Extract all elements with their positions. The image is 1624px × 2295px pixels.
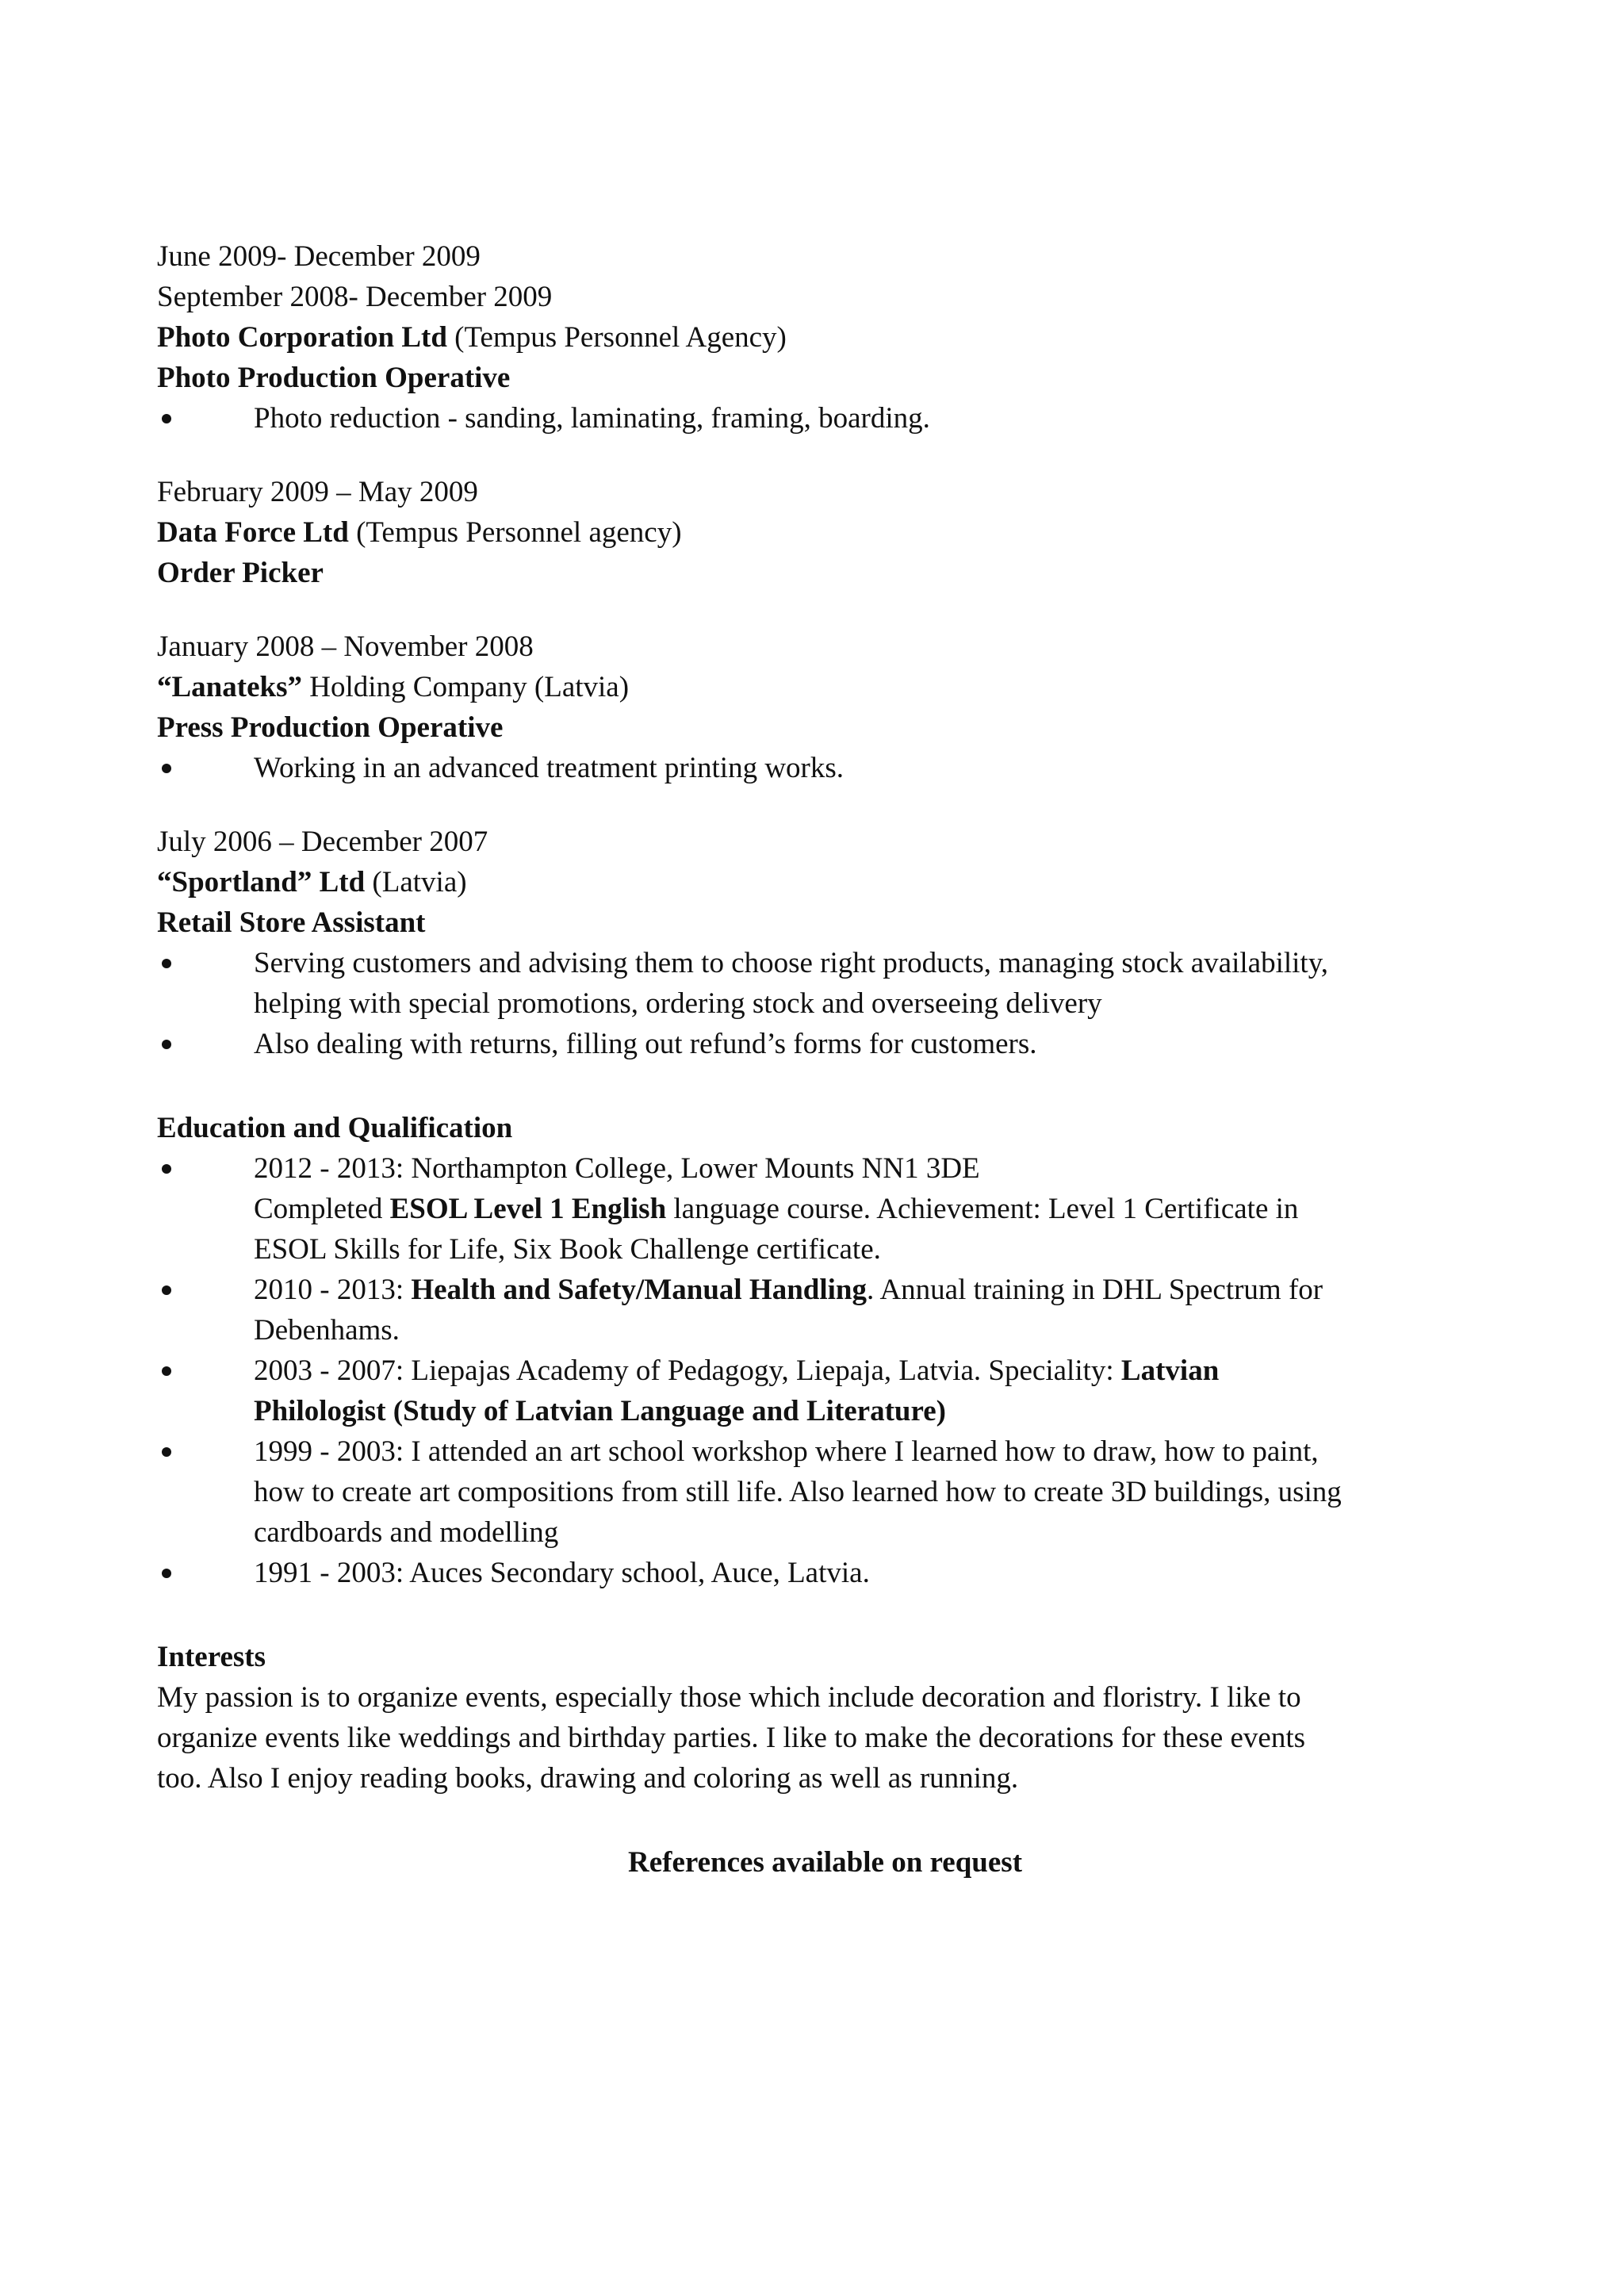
education-course: Health and Safety/Manual Handling — [411, 1274, 867, 1306]
education-text: Debenhams. — [254, 1314, 400, 1347]
job-company-note: (Tempus Personnel agency) — [348, 516, 682, 549]
job-role: Press Production Operative — [157, 711, 504, 744]
education-text: 1991 - 2003: Auces Secondary school, Auce, Latvia. — [254, 1557, 870, 1589]
education-speciality: Philologist (Study of Latvian Language and Literature) — [254, 1395, 947, 1427]
job-bullet — [157, 748, 1493, 788]
job-company-line — [157, 512, 1493, 553]
education-text — [254, 1351, 1493, 1391]
job-company-line — [157, 862, 1493, 902]
job-date: June 2009- December 2009 — [157, 240, 481, 273]
interests-heading: Interests — [157, 1641, 266, 1673]
job-bullet — [157, 1024, 1493, 1064]
job-role: Order Picker — [157, 557, 324, 589]
job-date: February 2009 – May 2009 — [157, 476, 478, 508]
job-role: Photo Production Operative — [157, 362, 511, 394]
references-note: References available on request — [627, 1846, 1023, 1879]
job-date: January 2008 – November 2008 — [157, 630, 534, 663]
bullet-text: Serving customers and advising them to choose right products, managing stock availability, — [254, 947, 1329, 979]
job-company-note: Holding Company (Latvia) — [301, 671, 630, 703]
bullet-text: Photo reduction - sanding, laminating, framing, boarding. — [254, 402, 930, 435]
interests-section — [157, 1637, 1493, 1799]
interests-text: organize events like weddings and birthday parties. I like to make the decorations for these events — [157, 1722, 1306, 1754]
job-date: September 2008- December 2009 — [157, 281, 553, 313]
education-item — [157, 1351, 1493, 1431]
education-item — [157, 1553, 1493, 1593]
job-entry — [157, 472, 1493, 593]
education-text-part: language course. Achievement: Level 1 Certificate in — [666, 1193, 1299, 1225]
education-section — [157, 1108, 1493, 1593]
job-company-line — [157, 317, 1493, 358]
job-company-note: (Latvia) — [365, 866, 467, 898]
education-speciality: Latvian — [1120, 1354, 1220, 1387]
education-text-part: 2003 - 2007: Liepajas Academy of Pedagogy, Liepaja, Latvia. Speciality: — [254, 1354, 1121, 1387]
education-text: how to create art compositions from still life. Also learned how to create 3D buildings, using — [254, 1476, 1342, 1508]
job-company: Photo Corporation Ltd — [157, 321, 447, 354]
education-text-part: . Annual training in DHL Spectrum for — [867, 1274, 1323, 1306]
education-item — [157, 1431, 1493, 1553]
bullet-text: Also dealing with returns, filling out refund’s forms for customers. — [254, 1028, 1037, 1060]
education-course: ESOL Level 1 English — [389, 1193, 667, 1225]
education-text — [254, 1270, 1493, 1310]
job-bullet — [157, 398, 1493, 439]
job-entry — [157, 822, 1493, 1064]
education-text: 1999 - 2003: I attended an art school workshop where I learned how to draw, how to paint, — [254, 1435, 1319, 1468]
job-company: “Lanateks” — [157, 671, 302, 703]
job-date: July 2006 – December 2007 — [157, 826, 488, 858]
education-text-part: Completed — [254, 1193, 390, 1225]
job-role: Retail Store Assistant — [157, 906, 426, 939]
interests-text: My passion is to organize events, especially those which include decoration and floristry. I like to — [157, 1681, 1301, 1714]
job-company: Data Force Ltd — [157, 516, 349, 549]
bullet-text: Working in an advanced treatment printing works. — [254, 752, 845, 784]
interests-text: too. Also I enjoy reading books, drawing and coloring as well as running. — [157, 1762, 1019, 1795]
job-entry — [157, 236, 1493, 439]
cv-page — [157, 236, 1493, 1883]
education-text — [254, 1189, 1493, 1229]
job-company-note: (Tempus Personnel Agency) — [446, 321, 787, 354]
education-text-part: 2010 - 2013: — [254, 1274, 412, 1306]
bullet-text: helping with special promotions, ordering stock and overseeing delivery — [254, 987, 1102, 1020]
education-heading: Education and Qualification — [157, 1112, 513, 1144]
education-text: ESOL Skills for Life, Six Book Challenge certificate. — [254, 1233, 881, 1266]
job-entry — [157, 626, 1493, 788]
education-item — [157, 1148, 1493, 1270]
education-text: 2012 - 2013: Northampton College, Lower Mounts NN1 3DE — [254, 1152, 980, 1185]
job-bullet — [157, 943, 1493, 1024]
job-company-line — [157, 667, 1493, 707]
education-item — [157, 1270, 1493, 1351]
job-company: “Sportland” Ltd — [157, 866, 366, 898]
education-text: cardboards and modelling — [254, 1516, 559, 1549]
